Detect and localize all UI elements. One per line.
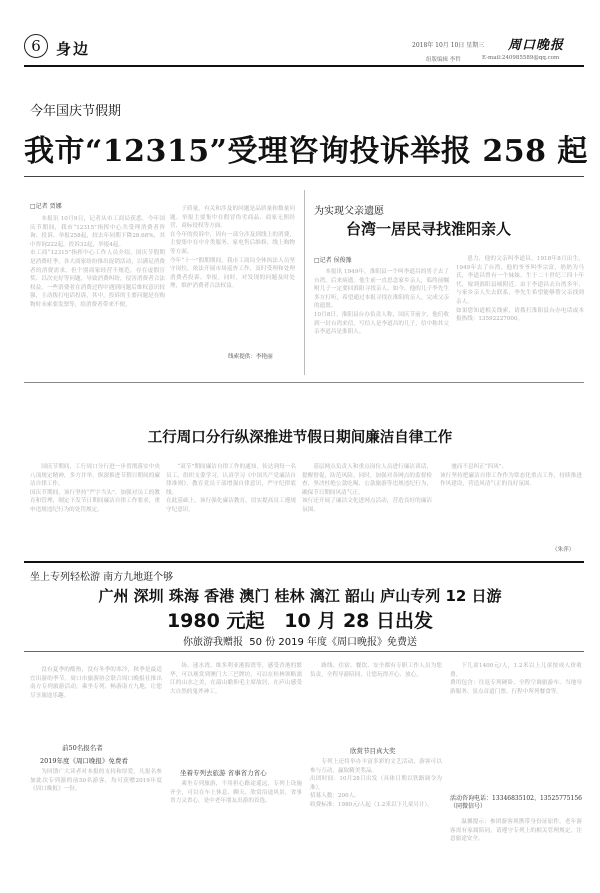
article3-col1: [30, 463, 160, 553]
article1-col2-text: 子质量，有关和涉及的问题是品质量和数量问题。举报主要集中在假冒伪劣商品、商家无照经营、商标侵权等方面。 在今年的投诉中，因有一部分涉及到线上的消费，主要集中在中介类服务、家电售后维修、线上购物等方面。 今年“十一”假期期间，我市工商局全体执法人员坚守岗位，依法开展市场巡查工作，及时受理和处理消费者投诉、举报。同时，对发现的问题及时处理，维护消费者合法权益。: [170, 206, 295, 290]
promo-col4: [450, 662, 582, 792]
promo-col1b-text: 为回馈广大读者对本报的支持和厚爱，凡报名参加此次专列游的前50名游客，均可获赠2019年度《周口晚报》一份。: [30, 769, 162, 793]
promo-head1: 前50名报名者: [62, 744, 103, 752]
promo-col2b: [170, 780, 302, 888]
article1-byline: □记者 贾娜: [30, 203, 62, 210]
editor-line: 组版编辑 李哲: [426, 57, 461, 63]
promo-col4b-text: 温馨提示：参团游客须携带身份证原件，老年游客需有家属陪同，请遵守专列上的相关管理规定，注意旅途安全。: [450, 819, 582, 843]
promo-head3: 欣赏节目真大奖: [350, 747, 396, 755]
article2-col2-text: 患力，他的父亲叫李道昌，1918年8月出生，1949年去了台湾，他的爷爷叫李宗富，奶奶为马氏，李道昌曾有一个妹妹，生于二十世纪三四十年代，嫁到淮阳县城附近。由于李道昌去台湾多年，与家乡亲人失去联系，李先生希望能够帮父亲找到亲人。 如果您知道相关线索，请拨打淮阳县台办电话或本报热线：13592227000。: [456, 256, 584, 323]
promo-head4: 活动咨询电话：13346835102、13525775156（同微信号）: [450, 795, 582, 810]
article2-byline: □记者 侯俊豫: [314, 257, 352, 264]
promo-col4b: [450, 818, 582, 888]
page-number-badge: [24, 34, 48, 58]
header-rule: [24, 65, 584, 67]
promo-col2b-text: 乘坐专列旅游，不用担心路途遥远，专列上设施齐全，可以在车上休息、聊天、欣赏沿途风景，省事省力又省心，是中老年朋友出游的首选。: [170, 781, 302, 805]
promo-kicker: 坐上专列轻松游 南方九地逛个够: [30, 572, 174, 583]
promo-sub-rule: [24, 651, 584, 652]
article2-col1: [314, 268, 449, 358]
promo-col3-text: 路线、住宿、餐饮、安全都有专职工作人员为您负责，全程导游陪同，让您玩得开心、放心。: [310, 663, 442, 678]
article3-author: （朱萍）: [552, 547, 575, 553]
promo-col3: [310, 662, 442, 726]
promo-title: 广州 深圳 珠海 香港 澳门 桂林 漓江 韶山 庐山专列 12 日游: [98, 587, 502, 605]
email: E-mail:240985589@qq.com: [482, 55, 560, 61]
paper-name: 周口晚报: [508, 38, 565, 53]
promo-top-rule: [24, 561, 584, 563]
article3-col3: [302, 463, 432, 553]
promo-col3b: [310, 758, 442, 888]
promo-col1b: [30, 768, 162, 888]
article1-col2: [170, 205, 295, 335]
article1-title: 我市“12315”受理咨询投诉举报 258 起: [24, 134, 588, 169]
article2-col2: [456, 255, 584, 355]
column-divider: [304, 190, 305, 375]
promo-col2: [170, 662, 302, 762]
article3-col4-text: 驰而不息纠正“四风”。 该行坚持把廉洁自律工作作为常态化重点工作，持续推进作风建设，营造风清气正的良好氛围。: [440, 464, 582, 488]
promo-col1-text: 没有夏季的酷热，没有冬季的寒冷，秋季是最适宜出游的季节。周口市旅游协会联合周口晚报社推出南方专列旅游活动，乘坐专列，畅游南方九地，让您尽享旅途乐趣。: [30, 667, 162, 699]
article2-kicker: 为实现父亲遗愿: [314, 206, 384, 217]
issue-date: 2018年 10月 10日 星期三: [412, 42, 485, 49]
article3-col2-text: “双节”期间廉洁自律工作的通知，传达到每一名员工，组织支委学习，认真学习《中国共产党廉洁自律准则》，教育党员干部增强自律意识，严守纪律底线。 在此基础上，该行强化廉洁教育，切实提高员工遵规守纪意识。: [166, 464, 296, 513]
article2-rule: [24, 382, 584, 383]
promo-col1: [30, 666, 162, 726]
article3-col4: [440, 463, 582, 545]
promo-col2-text: 场、迷水湾、维多利亚港海湾等，感受香港的繁华，可以观赏到澳门大三巴牌坊，可以在桂林领略漓江的山水之美，在韶山瞻仰毛主席故居，在庐山感受大自然的鬼斧神工。: [170, 663, 302, 695]
article3-col2: [166, 463, 296, 553]
article3-title: 工行周口分行纵深推进节假日期间廉洁自律工作: [147, 430, 453, 446]
article2-col1-text: 本报讯 1949年，淮阳县一个叫李道昌的男子去了台湾，后来病逝。他生前一直思念家乡亲人，临终前嘱咐儿子一定要回淮阳寻找亲人。如今，他的儿子李先生多方打听，希望通过本报寻找在淮阳的亲人，完成父亲的遗愿。 10月8日，淮阳县台办负责人称，国庆节前夕，他们收到一封台湾来信，写信人是李道昌的儿子，信中称其父亲李道昌是淮阳人。: [314, 269, 449, 336]
article1-col1: [30, 215, 165, 353]
page-number: 6: [31, 37, 41, 55]
article3-col3-text: 基层网点负责人和重点岗位人员进行廉洁谈话，提醒督促，防范风险。同时，加强对各网点的监督检查，坚决杜绝公款吃喝、公款旅游等违规违纪行为，确保节日期间风清气正。 该行还开展了廉洁文化进网点活动，营造良好的廉洁氛围。: [302, 464, 432, 513]
promo-col4-text: 下儿童1400元/人，1.2米以上儿童按成人价收费。 费用包含：往返专列硬卧、全程空调旅游车、当地导游服务、景点首道门票、行程中所列餐食等。: [450, 663, 582, 695]
section-name: 身边: [56, 40, 91, 58]
article1-kicker: 今年国庆节假期: [30, 104, 122, 119]
promo-head1b: 2019年度《周口晚报》免费看: [40, 757, 129, 765]
promo-col3b-text: 专列上还将举办丰富多彩的文艺活动，游客可以参与互动，赢取精美奖品。 出团时间：10月28日出发（具体日期以铁路调令为准）。 招募人数：200人。 收费标准：1980元/人起（1.2米以下儿童另计）。: [310, 759, 442, 808]
article1-col1-text: 本报讯 10月9日，记者从市工商局获悉，今年国庆节期间，我市“12315”指挥中心共受理消费者咨询、投诉、举报258起，较去年同期下降28.68%，其中咨询222起，投诉32起，举报4起。 市工商“12315”指挥中心工作人员介绍，国庆节假期是消费旺季，各大商家纷纷推出促销活动，以满足消费者的消费需求。但个别商家经营不规范，存在虚假宣奖、以次充好等问题，导致消费纠纷，侵害消费者合法权益，一些消费者在消费过程中遇到问题后维权意识较强，主动拨打电话投诉，其中，投诉的主要问题是在购物时未索要发票等，给消费者带来不便。: [30, 216, 165, 308]
article2-title: 台湾一居民寻找淮阳亲人: [346, 220, 512, 238]
article3-col1-text: 国庆节期间，工行周口分行进一步贯彻落实中央八项规定精神，多方并举，纵深推进节假日期间的廉洁自律工作。 国庆节期间，该行坚持“严字当头”，加强对员工的教育和管理，制定下发节日期间廉洁自律工作要求，重申违规违纪行为的处罚规定。: [30, 464, 160, 513]
promo-subline: 你旅游我赠报 50 份 2019 年度《周口晚报》免费送: [182, 637, 418, 648]
promo-head2: 坐着专列去旅游 省事省力省心: [180, 769, 267, 777]
promo-price-line: 1980 元起 10 月 28 日出发: [166, 610, 434, 632]
article1-rule: [24, 176, 584, 177]
article1-credit: 线索提供：李艳丽: [228, 354, 273, 360]
